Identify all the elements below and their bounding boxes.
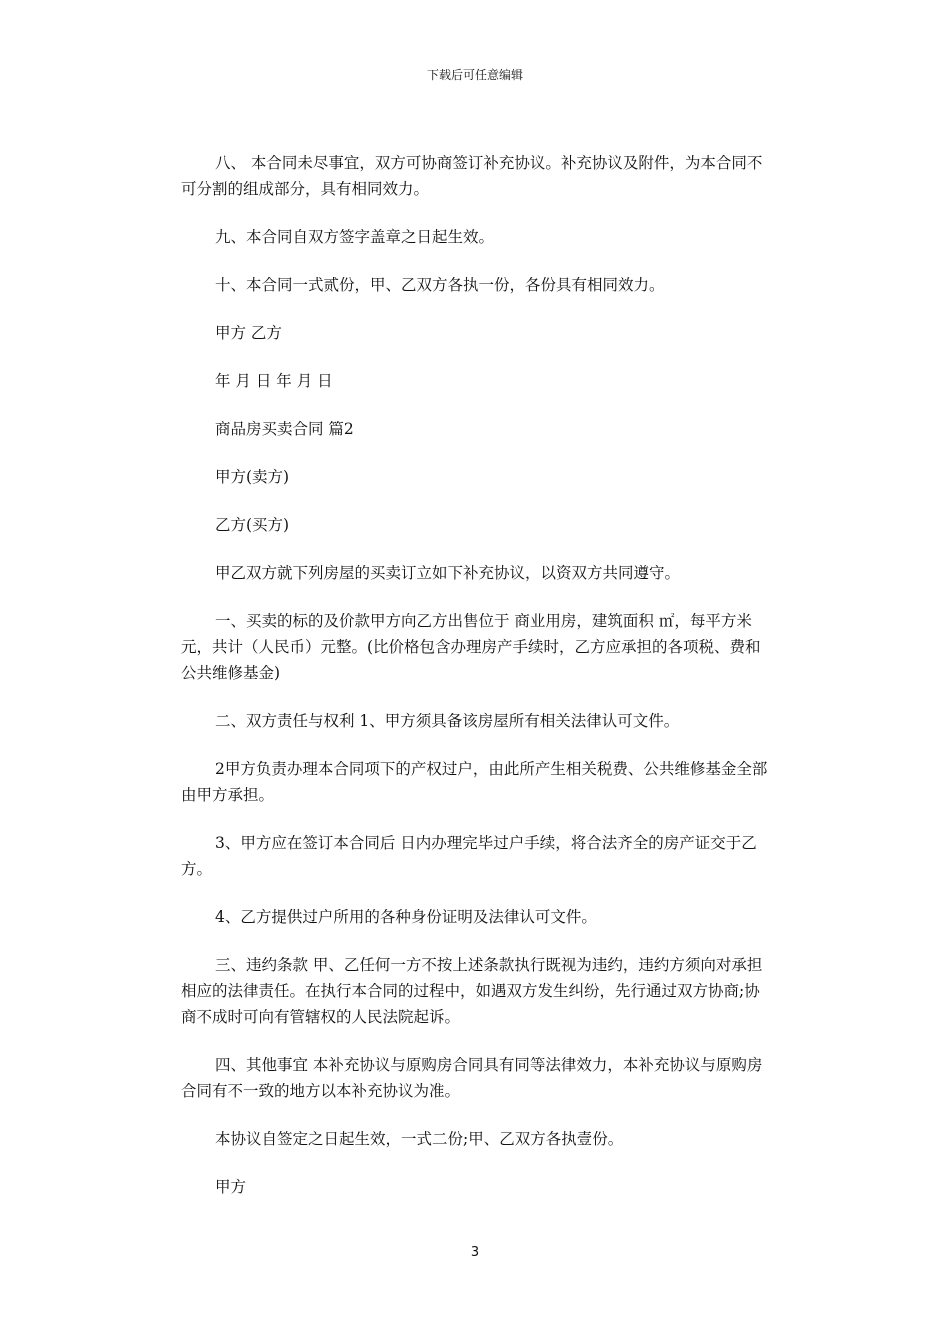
signature-parties: 甲方 乙方 xyxy=(215,324,282,342)
signature-dates: 年 月 日 年 月 日 xyxy=(215,372,333,390)
article-1-subject-and-price: 一、买卖的标的及价款甲方向乙方出售位于 商业用房，建筑面积 ㎡，每平方米 元，共计（人民币）元整。(比价格包含办理房产手续时，乙方应承担的各项税、费和公共维修基金) xyxy=(181,612,761,682)
section-title: 商品房买卖合同 篇2 xyxy=(215,420,354,438)
clause-8: 八、 本合同未尽事宜，双方可协商签订补充协议。补充协议及附件，为本合同不可分割的组成部分，具有相同效力。 xyxy=(181,154,763,198)
document-body xyxy=(181,150,771,1222)
article-2-item-2: 2甲方负责办理本合同项下的产权过户，由此所产生相关税费、公共维修基金全部由甲方承担。 xyxy=(181,760,768,804)
agreement-intro: 甲乙双方就下列房屋的买卖订立如下补充协议，以资双方共同遵守。 xyxy=(215,564,681,582)
party-seller: 甲方(卖方) xyxy=(215,468,290,486)
signature-party-a: 甲方 xyxy=(215,1178,247,1196)
clause-10: 十、本合同一式贰份，甲、乙双方各执一份，各份具有相同效力。 xyxy=(215,276,665,294)
effective-clause: 本协议自签定之日起生效，一式二份;甲、乙双方各执壹份。 xyxy=(215,1130,624,1148)
clause-9: 九、本合同自双方签字盖章之日起生效。 xyxy=(215,228,495,246)
article-2-rights: 二、双方责任与权利 1、甲方须具备该房屋所有相关法律认可文件。 xyxy=(215,712,680,730)
page-header: 下载后可任意编辑 xyxy=(426,68,523,82)
party-buyer: 乙方(买方) xyxy=(215,516,290,534)
article-2-item-4: 4、乙方提供过户所用的各种身份证明及法律认可文件。 xyxy=(215,908,597,926)
article-3-breach: 三、违约条款 甲、乙任何一方不按上述条款执行既视为违约，违约方须向对承担相应的法律责任。在执行本合同的过程中，如遇双方发生纠纷，先行通过双方协商;协商不成时可向有管辖权的人民法院起诉。 xyxy=(181,956,763,1026)
article-4-other: 四、其他事宜 本补充协议与原购房合同具有同等法律效力，本补充协议与原购房合同有不一致的地方以本补充协议为准。 xyxy=(181,1056,763,1100)
page-number: 3 xyxy=(470,1245,480,1260)
article-2-item-3: 3、甲方应在签订本合同后 日内办理完毕过户手续，将合法齐全的房产证交于乙方。 xyxy=(181,834,757,878)
